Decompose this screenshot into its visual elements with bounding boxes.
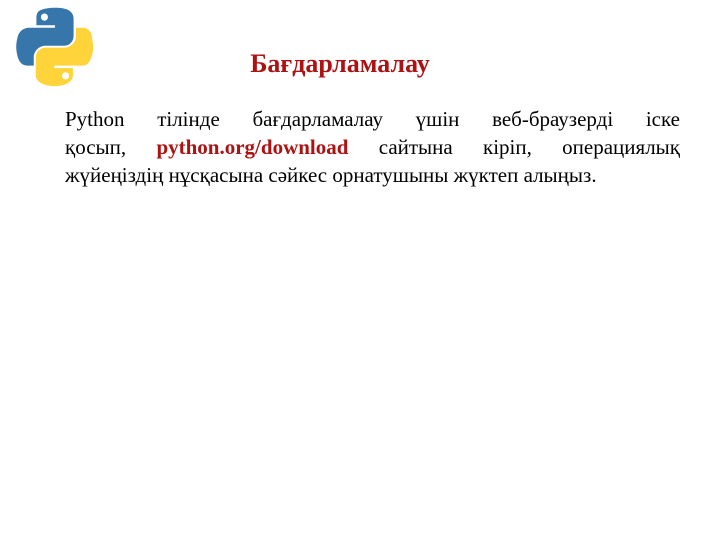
paragraph-line-1: Python тілінде бағдарламалау үшін веб-браузерді іске [65, 107, 680, 131]
paragraph-text-before-link: қосып, [65, 135, 157, 159]
paragraph-line-2 [65, 133, 680, 161]
slide-title: Бағдарламалау [250, 49, 430, 78]
paragraph-text-after-link: сайтына кіріп, операциялық [348, 135, 680, 159]
body-paragraph [65, 105, 680, 189]
python-download-link-text: python.org/download [156, 135, 349, 159]
paragraph-line-3: жүйеңіздің нұсқасына сәйкес орнатушыны жүктеп алыңыз. [65, 163, 597, 187]
python-logo-icon [14, 6, 96, 88]
